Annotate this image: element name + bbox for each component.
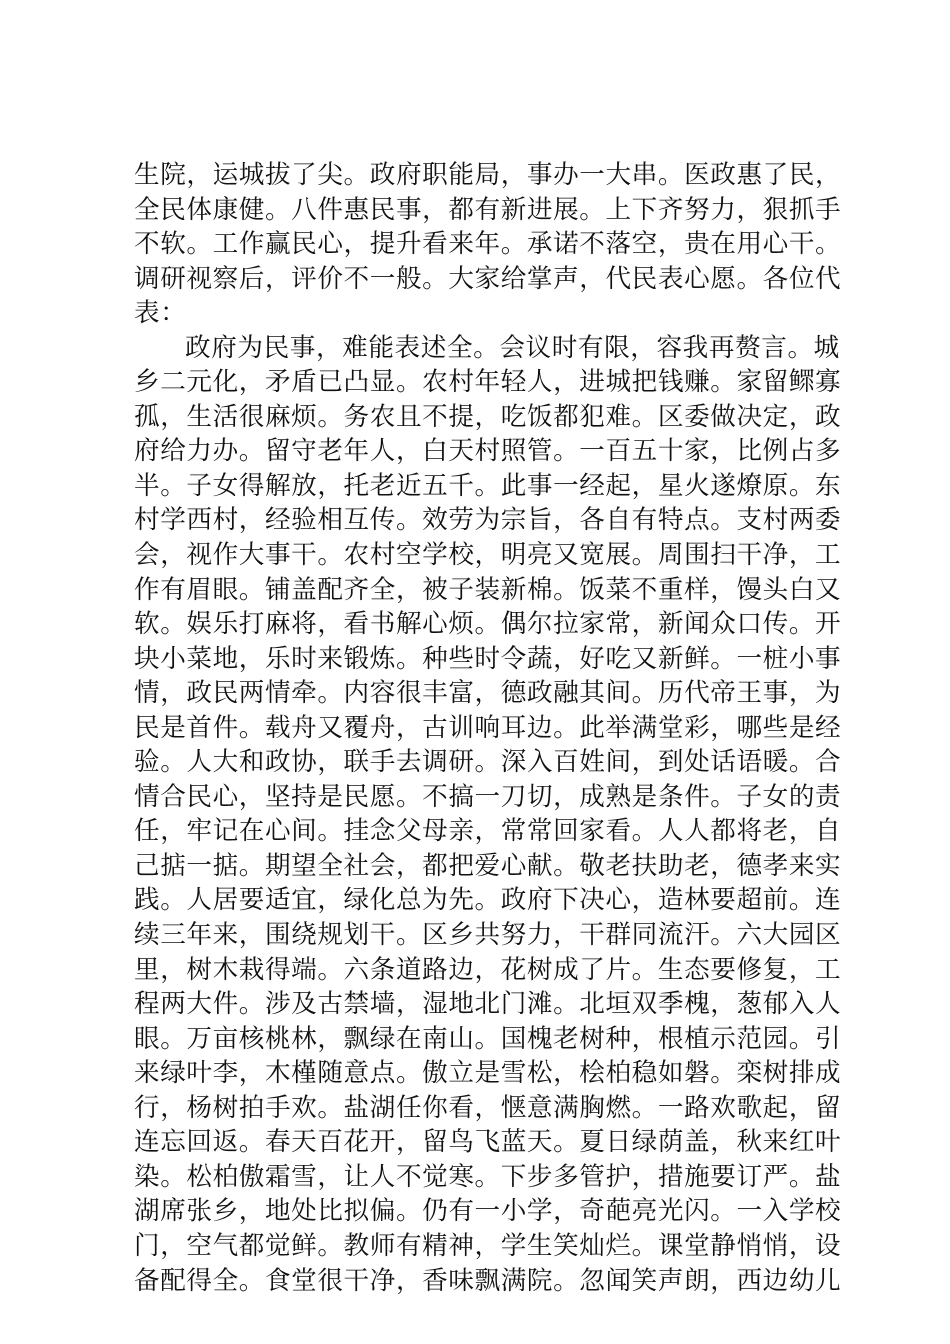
text-line: 政府为民事，难能表述全。会议时有限，容我再赘言。城	[185, 332, 840, 363]
text-line: 程两大件。涉及古禁墙，湿地北门滩。北垣双季槐，葱郁入人	[134, 989, 842, 1020]
text-line: 乡二元化，矛盾已凸显。农村年轻人，进城把钱赚。家留鳏寡	[134, 367, 842, 398]
text-line: 染。松柏傲霜雪，让人不觉寒。下步多管护，措施要订严。盐	[134, 1161, 842, 1192]
text-line: 来绿叶李，木槿随意点。傲立是雪松，桧柏稳如磐。栾树排成	[134, 1058, 842, 1089]
text-line: 门，空气都觉鲜。教师有精神，学生笑灿烂。课堂静悄悄，设	[134, 1230, 842, 1261]
text-line: 连忘回返。春天百花开，留鸟飞蓝天。夏日绿荫盖，秋来红叶	[134, 1127, 842, 1158]
text-line: 己掂一掂。期望全社会，都把爱心献。敬老扶助老，德孝来实	[134, 850, 842, 881]
text-line: 行，杨树拍手欢。盐湖任你看，惬意满胸燃。一路欢歌起，留	[134, 1092, 842, 1123]
text-line: 会，视作大事干。农村空学校，明亮又宽展。周围扫干净，工	[134, 540, 842, 571]
text-line: 任，牢记在心间。挂念父母亲，常常回家看。人人都将老，自	[134, 816, 842, 847]
text-line: 作有眉眼。铺盖配齐全，被子装新棉。饭菜不重样，馒头白又	[134, 574, 842, 605]
text-line: 验。人大和政协，联手去调研。深入百姓间，到处话语暖。合	[134, 747, 842, 778]
text-line: 表：	[134, 298, 187, 329]
text-line: 眼。万亩核桃林，飘绿在南山。国槐老树种，根植示范园。引	[134, 1023, 842, 1054]
text-line: 全民体康健。八件惠民事，都有新进展。上下齐努力，狠抓手	[134, 194, 842, 225]
text-line: 调研视察后，评价不一般。大家给掌声，代民表心愿。各位代	[134, 263, 842, 294]
text-line: 不软。工作赢民心，提升看来年。承诺不落空，贵在用心干。	[134, 229, 842, 260]
text-line: 软。娱乐打麻将，看书解心烦。偶尔拉家常，新闻众口传。开	[134, 609, 842, 640]
text-line: 府给力办。留守老年人，白天村照管。一百五十家，比例占多	[134, 436, 842, 467]
text-line: 情，政民两情牵。内容很丰富，德政融其间。历代帝王事，为	[134, 678, 842, 709]
text-line: 续三年来，围绕规划干。区乡共努力，干群同流汗。六大园区	[134, 920, 842, 951]
text-line: 生院，运城拔了尖。政府职能局，事办一大串。医政惠了民，	[134, 160, 842, 190]
text-line: 半。子女得解放，托老近五千。此事一经起，星火遂燎原。东	[134, 470, 842, 501]
text-line: 孤，生活很麻烦。务农且不提，吃饭都犯难。区委做决定，政	[134, 401, 842, 432]
text-line: 备配得全。食堂很干净，香味飘满院。忽闻笑声朗，西边幼儿	[134, 1265, 842, 1296]
text-line: 湖席张乡，地处比拟偏。仍有一小学，奇葩亮光闪。一入学校	[134, 1196, 842, 1227]
body-text	[134, 158, 842, 1298]
text-line: 村学西村，经验相互传。效劳为宗旨，各自有特点。支村两委	[134, 505, 842, 536]
text-line: 里，树木栽得端。六条道路边，花树成了片。生态要修复，工	[134, 954, 842, 985]
text-line: 情合民心，坚持是民愿。不搞一刀切，成熟是条件。子女的责	[134, 781, 842, 812]
text-line: 民是首件。载舟又覆舟，古训响耳边。此举满堂彩，哪些是经	[134, 712, 842, 743]
text-line: 块小菜地，乐时来锻炼。种些时令蔬，好吃又新鲜。一桩小事	[134, 643, 842, 674]
text-line: 践。人居要适宜，绿化总为先。政府下决心，造林要超前。连	[134, 885, 842, 916]
